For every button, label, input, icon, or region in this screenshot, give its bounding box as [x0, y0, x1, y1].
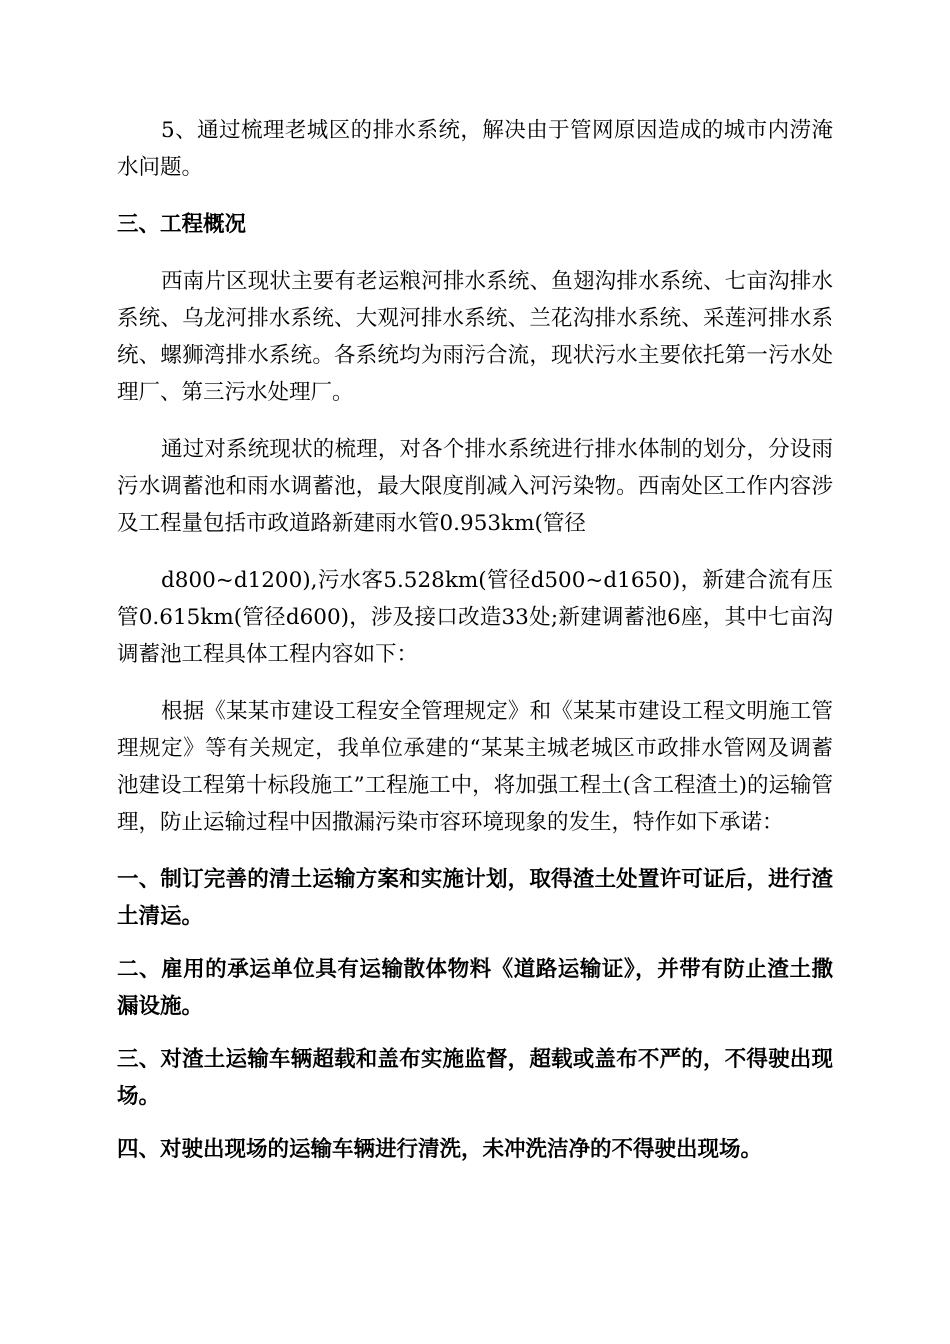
section-3-heading: 三、工程概况	[117, 212, 247, 237]
overview-paragraph: 西南片区现状主要有老运粮河排水系统、鱼翅沟排水系统、七亩沟排水系统、乌龙河排水系统、大观河排水系统、兰花沟排水系统、采莲河排水系统、螺狮湾排水系统。各系统均为雨污合流，现状污水主要依托第一污水处理厂、第三污水处理厂。	[117, 269, 833, 405]
sorting-paragraph: 通过对系统现状的梳理，对各个排水系统进行排水体制的划分，分设雨污水调蓄池和雨水调蓄池，最大限度削减入河污染物。西南处区工作内容涉及工程量包括市政道路新建雨水管0.953km(管径	[117, 437, 833, 536]
document-page	[117, 112, 833, 1168]
promise-2: 二、雇用的承运单位具有运输散体物料《道路运输证》，并带有防止渣土撒漏设施。	[117, 957, 833, 1019]
commitment-paragraph: 根据《某某市建设工程安全管理规定》和《某某市建设工程文明施工管理规定》等有关规定，我单位承建的“某某主城老城区市政排水管网及调蓄池建设工程第十标段施工”工程施工中，将加强工程土(含工程渣土)的运输管理，防止运输过程中因撒漏污染市容环境现象的发生，特作如下承诺：	[117, 699, 833, 835]
promise-4: 四、对驶出现场的运输车辆进行清洗，未冲洗洁净的不得驶出现场。	[117, 1137, 763, 1162]
item-5-paragraph: 5、通过梳理老城区的排水系统，解决由于管网原因造成的城市内涝淹水问题。	[117, 118, 833, 180]
scope-paragraph: d800~d1200),污水客5.528km(管径d500~d1650)，新建合流有压管0.615km(管径d600)，涉及接口改造33处;新建调蓄池6座，其中七亩沟调蓄池工程具体工程内容如下：	[117, 568, 833, 667]
promise-1: 一、制订完善的清土运输方案和实施计划，取得渣土处置许可证后，进行渣土清运。	[117, 867, 833, 929]
promise-3: 三、对渣土运输车辆超载和盖布实施监督，超载或盖布不严的，不得驶出现场。	[117, 1047, 833, 1109]
